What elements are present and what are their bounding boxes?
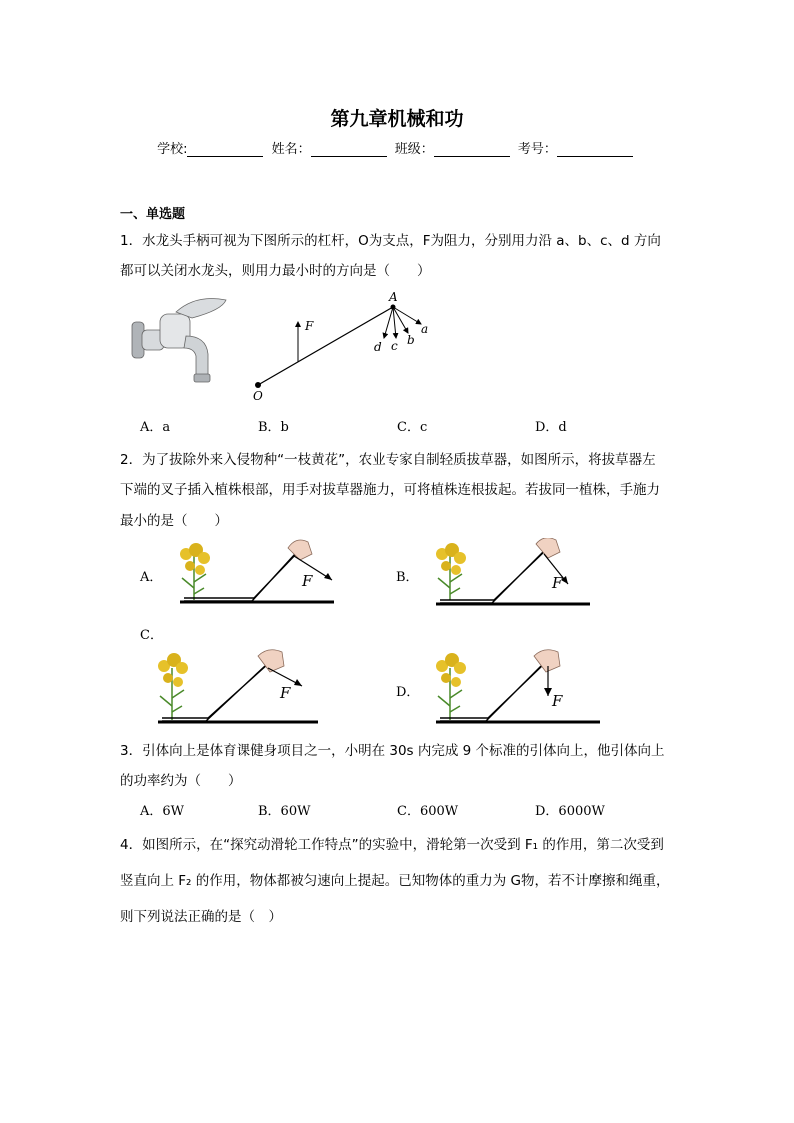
q1-option-a[interactable]: A．a (140, 420, 171, 435)
student-info-line (0, 138, 794, 157)
svg-text:F: F (302, 572, 313, 590)
weeder-figure-b (428, 538, 598, 610)
weeder-figure-c (150, 646, 322, 728)
class-label: 班级： (394, 142, 434, 157)
q4-line2: 竖直向上 F₂ 的作用，物体都被匀速向上提起。已知物体的重力为 G物，若不计摩擦和绳重， (120, 873, 670, 889)
goldenrod-plant (436, 543, 466, 600)
school-blank[interactable] (187, 142, 263, 157)
label-o: O (253, 389, 263, 403)
arrow-a (393, 307, 421, 324)
q2-line2: 下端的叉子插入植株根部，用手对拔草器施力，可将植株连根拔起。若拔同一植株，手施力 (120, 482, 660, 498)
q3-line1: 3．引体向上是体育课健身项目之一，小明在 30s 内完成 9 个标准的引体向上，他引体向上 (120, 743, 665, 759)
lever-diagram (250, 288, 440, 403)
label-a-point: A (389, 290, 398, 304)
label-b: b (407, 333, 415, 347)
page-title: 第九章机械和功 (330, 108, 464, 130)
number-blank[interactable] (557, 142, 633, 157)
weeder-tool (162, 664, 268, 721)
q2-option-d[interactable]: D． (396, 685, 420, 700)
q2-option-a[interactable]: A． (140, 570, 163, 585)
school-label: 学校: (157, 142, 188, 157)
q1-option-b[interactable]: B．b (258, 420, 289, 435)
label-a: a (421, 322, 429, 336)
name-label: 姓名： (271, 142, 311, 157)
weeder-tool (440, 664, 544, 721)
svg-text:F: F (552, 692, 563, 710)
label-f: F (305, 319, 314, 333)
lever-bar (258, 307, 393, 385)
number-label: 考号： (517, 142, 557, 157)
weeder-figure-a (172, 538, 342, 610)
fulcrum-point (255, 382, 261, 388)
q4-line1: 4．如图所示，在“探究动滑轮工作特点”的实验中，滑轮第一次受到 F₁ 的作用，第二次受到 (120, 837, 664, 853)
q3-option-c[interactable]: C．600W (397, 804, 459, 819)
q3-line2: 的功率约为（ ） (120, 773, 242, 789)
svg-text:F: F (552, 574, 563, 592)
q1-option-d[interactable]: D．d (535, 420, 567, 435)
q1-line2: 都可以关闭水龙头，则用力最小时的方向是（ ） (120, 263, 431, 279)
q3-option-a[interactable]: A．6W (140, 804, 185, 819)
goldenrod-plant (158, 653, 188, 720)
q4-line3: 则下列说法正确的是（ ） (120, 909, 282, 925)
faucet-image (126, 292, 236, 392)
q1-line1: 1．水龙头手柄可视为下图所示的杠杆，O为支点，F为阻力，分别用力沿 a、b、c、d 方向 (120, 233, 661, 249)
q1-option-c[interactable]: C．c (397, 420, 428, 435)
q2-option-c[interactable]: C． (140, 628, 163, 643)
q2-line3: 最小的是（ ） (120, 513, 228, 529)
goldenrod-plant (436, 653, 466, 720)
svg-text:F: F (280, 684, 291, 702)
q3-option-d[interactable]: D．6000W (535, 804, 605, 819)
label-d: d (374, 340, 382, 354)
weeder-figure-d (428, 646, 604, 728)
class-blank[interactable] (434, 142, 510, 157)
q2-line1: 2．为了拔除外来入侵物种“一枝黄花”，农业专家自制轻质拔草器，如图所示，将拔草器左 (120, 452, 656, 468)
q2-option-b[interactable]: B． (396, 570, 419, 585)
name-blank[interactable] (311, 142, 387, 157)
q3-option-b[interactable]: B．60W (258, 804, 311, 819)
goldenrod-plant (180, 543, 210, 600)
label-c: c (391, 339, 398, 353)
section-heading: 一、单选题 (120, 207, 186, 222)
